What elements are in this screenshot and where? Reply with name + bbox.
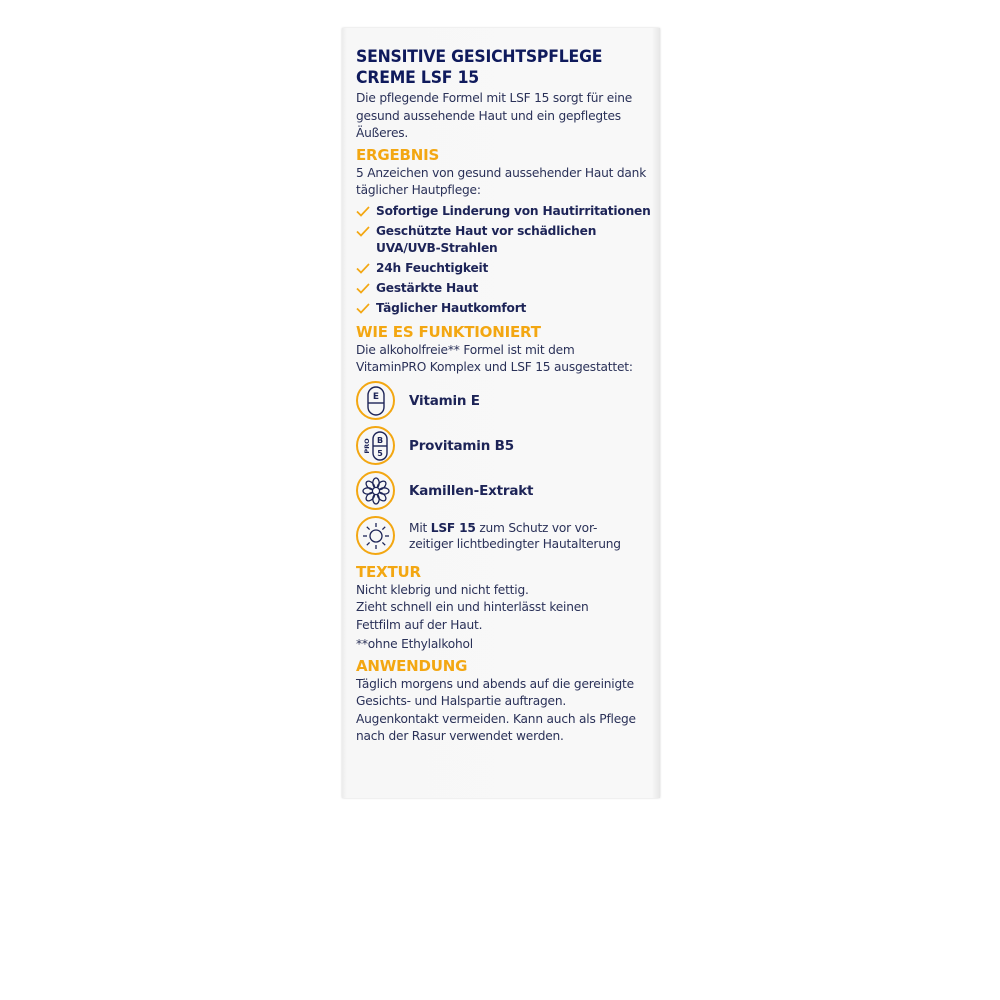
benefit-text: 24h Feuchtigkeit [376,261,489,275]
checkmark-icon [356,300,376,314]
chamomile-flower-icon [356,471,395,510]
svg-text:5: 5 [376,448,383,458]
provitamin-b5-icon [356,426,395,465]
intro-line: Äußeres. [356,126,409,140]
package-back-panel [342,28,660,798]
ingredient-label: Provitamin B5 [409,437,514,454]
ergebnis-heading: ERGEBNIS [356,145,440,164]
benefit-item [356,300,656,318]
benefit-item [356,280,656,298]
vitamin-e-capsule-icon [356,381,395,420]
funktion-text: VitaminPRO Komplex und LSF 15 ausgestattet: [356,360,633,374]
benefit-text: Geschützte Haut vor schädlichen UVA/UVB-Strahlen [376,223,597,255]
textur-heading: TEXTUR [356,562,421,581]
textur-line: Zieht schnell ein und hinterlässt keinen [356,600,589,614]
textur-line: Fettfilm auf der Haut. [356,617,483,632]
ingredient-vitamin-e [356,379,656,423]
benefit-item [356,223,656,258]
lsf-description: Mit LSF 15 zum Schutz vor vor- zeitiger lichtbedingter Hautalterung [409,520,621,551]
ingredient-label: Vitamin E [409,392,480,409]
benefit-text: Täglicher Hautkomfort [376,301,527,315]
anwendung-heading: ANWENDUNG [356,656,468,675]
ingredient-lsf [356,514,656,558]
anwendung-line: nach der Rasur verwendet werden. [356,729,564,743]
anwendung-line: Gesichts- und Halspartie auftragen. [356,694,567,708]
textur-line: Nicht klebrig und nicht fettig. [356,582,529,597]
funktion-text: Die alkoholfreie** Formel ist mit dem [356,342,575,357]
product-title-line2: CREME LSF 15 [356,68,480,87]
svg-text:PRO: PRO [362,437,371,454]
checkmark-icon [356,203,376,217]
benefit-list [356,203,656,318]
ergebnis-text: 5 Anzeichen von gesund aussehender Haut dank [356,165,647,180]
funktion-heading: WIE ES FUNKTIONIERT [356,322,541,341]
checkmark-icon [356,280,376,294]
sun-icon [356,516,395,555]
benefit-item [356,203,656,221]
ergebnis-text: täglicher Hautpflege: [356,183,481,197]
intro-line: gesund aussehende Haut und ein gepflegtes [356,108,621,123]
ingredient-provitamin-b5 [356,424,656,468]
anwendung-line: Augenkontakt vermeiden. Kann auch als Pflege [356,711,636,726]
svg-text:B: B [376,435,383,445]
benefit-text: Gestärkte Haut [376,281,479,295]
checkmark-icon [356,260,376,274]
anwendung-line: Täglich morgens und abends auf die gereinigte [356,676,634,691]
intro-line: Die pflegende Formel mit LSF 15 sorgt für eine [356,91,633,105]
benefit-text: Sofortige Linderung von Hautirritationen [376,203,651,218]
product-title-line1: SENSITIVE GESICHTSPFLEGE [356,47,603,66]
checkmark-icon [356,223,376,237]
benefit-item [356,260,656,278]
footnote: **ohne Ethylalkohol [356,637,473,651]
svg-text:E: E [372,391,379,402]
ingredient-label: Kamillen-Extrakt [409,482,534,499]
panel-content [356,46,656,746]
ingredient-kamille [356,469,656,513]
